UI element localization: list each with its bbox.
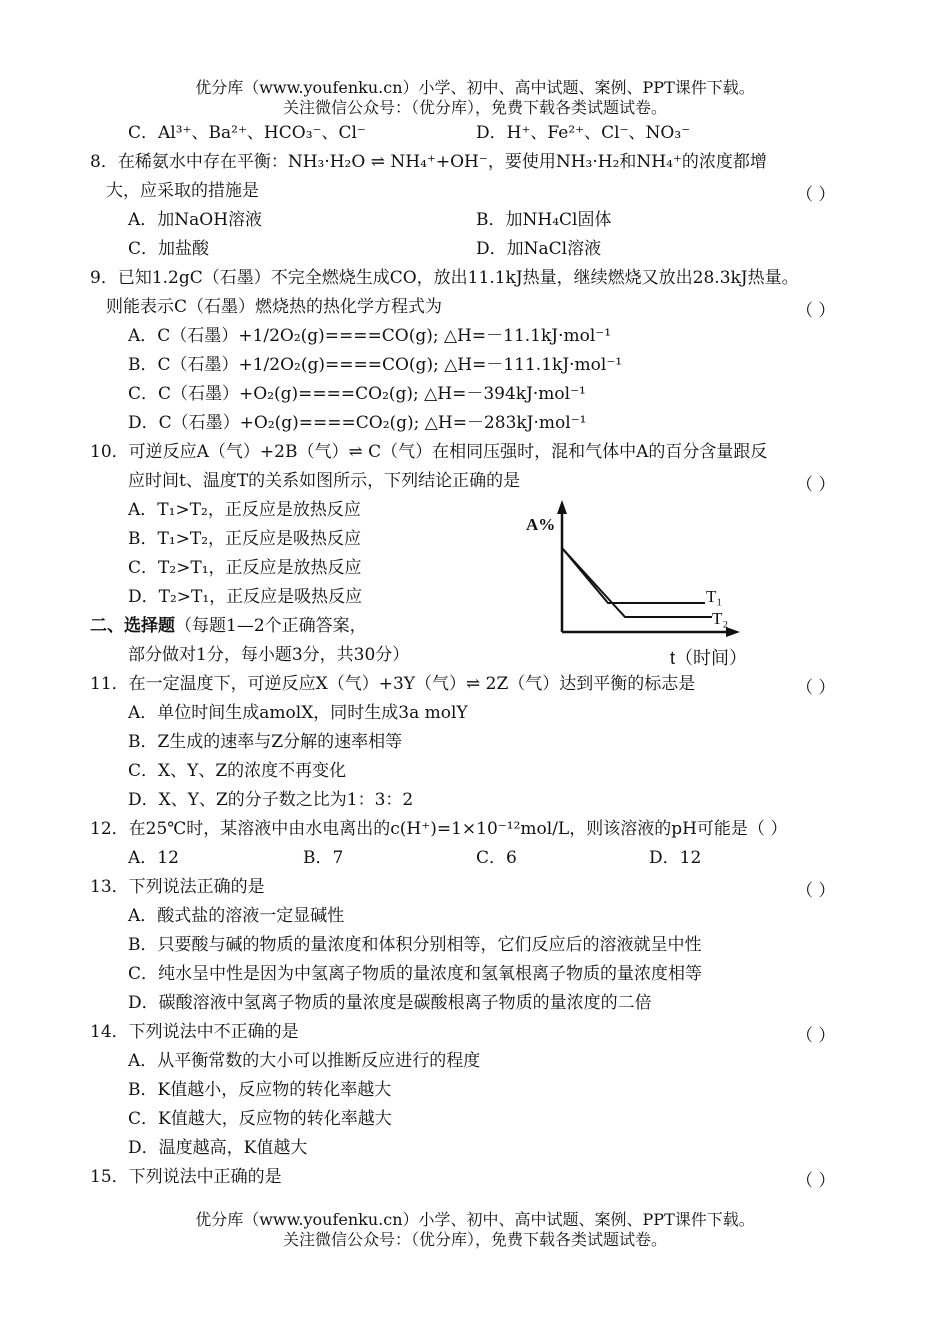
q12-option-c: C．6 [476,848,517,868]
q9-option-d: D．C（石墨）+O₂(g)====CO₂(g); △H=－283kJ·mol⁻¹ [128,413,587,433]
section-2-heading [90,615,367,637]
q10-stem-line-1: 10．可逆反应A（气）+2B（气）⇌ C（气）在相同压强时，混和气体中A的百分含量跟反 [90,442,768,462]
q8-answer-paren: （ ） [796,185,836,205]
q13-answer-paren: （ ） [796,881,836,901]
q14-option-d: D．温度越高，K值越大 [128,1138,308,1158]
q10-option-d: D．T₂>T₁，正反应是吸热反应 [128,587,363,607]
q12-option-d: D．12 [649,848,702,868]
q13-option-c: C．纯水呈中性是因为中氢离子物质的量浓度和氢氧根离子物质的量浓度相等 [128,964,703,984]
q12-option-a: A．12 [128,848,179,868]
q11-answer-paren: （ ） [796,678,836,698]
q13-stem: 13．下列说法正确的是 [90,877,265,897]
q11-option-b: B．Z生成的速率与Z分解的速率相等 [128,732,403,752]
x-axis-label: t（时间） [670,648,748,668]
section-2-note-1: （每题1—2个正确答案， [175,616,367,636]
q9-option-c: C．C（石墨）+O₂(g)====CO₂(g); △H=－394kJ·mol⁻¹ [128,384,586,404]
q9-option-b: B．C（石墨）+1/2O₂(g)====CO(g); △H=－111.1kJ·mol⁻¹ [128,355,623,375]
q15-answer-paren: （ ） [796,1171,836,1191]
curve-t1 [562,548,705,603]
q8-option-d: D．加NaCl溶液 [476,239,602,259]
x-axis-arrow [726,627,740,637]
q13-option-a: A．酸式盐的溶液一定显碱性 [128,906,345,926]
q13-option-d: D．碳酸溶液中氢离子物质的量浓度是碳酸根离子物质的量浓度的二倍 [128,993,652,1013]
q14-option-a: A．从平衡常数的大小可以推断反应进行的程度 [128,1051,481,1071]
curve-t2 [562,548,712,617]
q7-option-c: C．Al³⁺、Ba²⁺、HCO₃⁻、Cl⁻ [128,123,366,143]
q10-stem-line-2: 应时间t、温度T的关系如图所示，下列结论正确的是 [128,471,521,491]
footer-line-1: 优分库（www.youfenku.cn）小学、初中、高中试题、案例、PPT课件下载。 [195,1210,755,1229]
q8-stem-line-2: 大，应采取的措施是 [106,181,259,201]
q14-stem: 14．下列说法中不正确的是 [90,1022,299,1042]
curve-t2-label: T₂ [712,609,729,628]
q11-stem: 11．在一定温度下，可逆反应X（气）+3Y（气）⇌ 2Z（气）达到平衡的标志是 [90,674,696,694]
q8-option-c: C．加盐酸 [128,239,210,259]
section-2-note-2: 部分做对1分，每小题3分，共30分） [128,645,410,665]
q9-answer-paren: （ ） [796,301,836,321]
q14-answer-paren: （ ） [796,1026,836,1046]
q10-answer-paren: （ ） [796,475,836,495]
curve-t1-label: T₁ [706,587,723,606]
q12-stem: 12．在25℃时，某溶液中由水电离出的c(H⁺)=1×10⁻¹²mol/L，则该溶液的pH可能是（ ） [90,819,788,839]
header-line-2: 关注微信公众号：（优分库），免费下载各类试题试卷。 [282,98,667,117]
q11-option-d: D．X、Y、Z的分子数之比为1：3：2 [128,790,414,810]
q10-option-a: A．T₁>T₂，正反应是放热反应 [128,500,361,520]
q9-stem-line-2: 则能表示C（石墨）燃烧热的热化学方程式为 [106,297,443,317]
q10-option-b: B．T₁>T₂，正反应是吸热反应 [128,529,362,549]
q8-stem-line-1: 8．在稀氨水中存在平衡：NH₃·H₂O ⇌ NH₄⁺+OH⁻，要使用NH₃·H₂和NH₄⁺的浓度都增 [90,152,767,172]
q9-stem-line-1: 9．已知1.2gC（石墨）不完全燃烧生成CO，放出11.1kJ热量，继续燃烧又放出28.3kJ热量。 [90,268,799,288]
q10-option-c: C．T₂>T₁，正反应是放热反应 [128,558,362,578]
header-line-1: 优分库（www.youfenku.cn）小学、初中、高中试题、案例、PPT课件下载。 [195,78,755,97]
q8-option-b: B．加NH₄Cl固体 [476,210,612,230]
footer-line-2: 关注微信公众号：（优分库），免费下载各类试题试卷。 [282,1230,667,1249]
q13-option-b: B．只要酸与碱的物质的量浓度和体积分别相等，它们反应后的溶液就呈中性 [128,935,702,955]
q9-option-a: A．C（石墨）+1/2O₂(g)====CO(g); △H=－11.1kJ·mol⁻¹ [128,326,612,346]
q14-option-c: C．K值越大，反应物的转化率越大 [128,1109,392,1129]
y-axis-arrow [557,500,567,514]
q11-option-a: A．单位时间生成amolX，同时生成3a molY [128,703,468,723]
q11-option-c: C．X、Y、Z的浓度不再变化 [128,761,347,781]
q15-stem: 15．下列说法中正确的是 [90,1167,282,1187]
q12-option-b: B．7 [303,848,344,868]
temperature-time-graph [520,498,770,674]
section-2-title: 二、选择题 [90,616,175,636]
q14-option-b: B．K值越小，反应物的转化率越大 [128,1080,392,1100]
q8-option-a: A．加NaOH溶液 [128,210,263,230]
q7-option-d: D．H⁺、Fe²⁺、Cl⁻、NO₃⁻ [476,123,691,143]
y-axis-label: A% [526,515,556,534]
